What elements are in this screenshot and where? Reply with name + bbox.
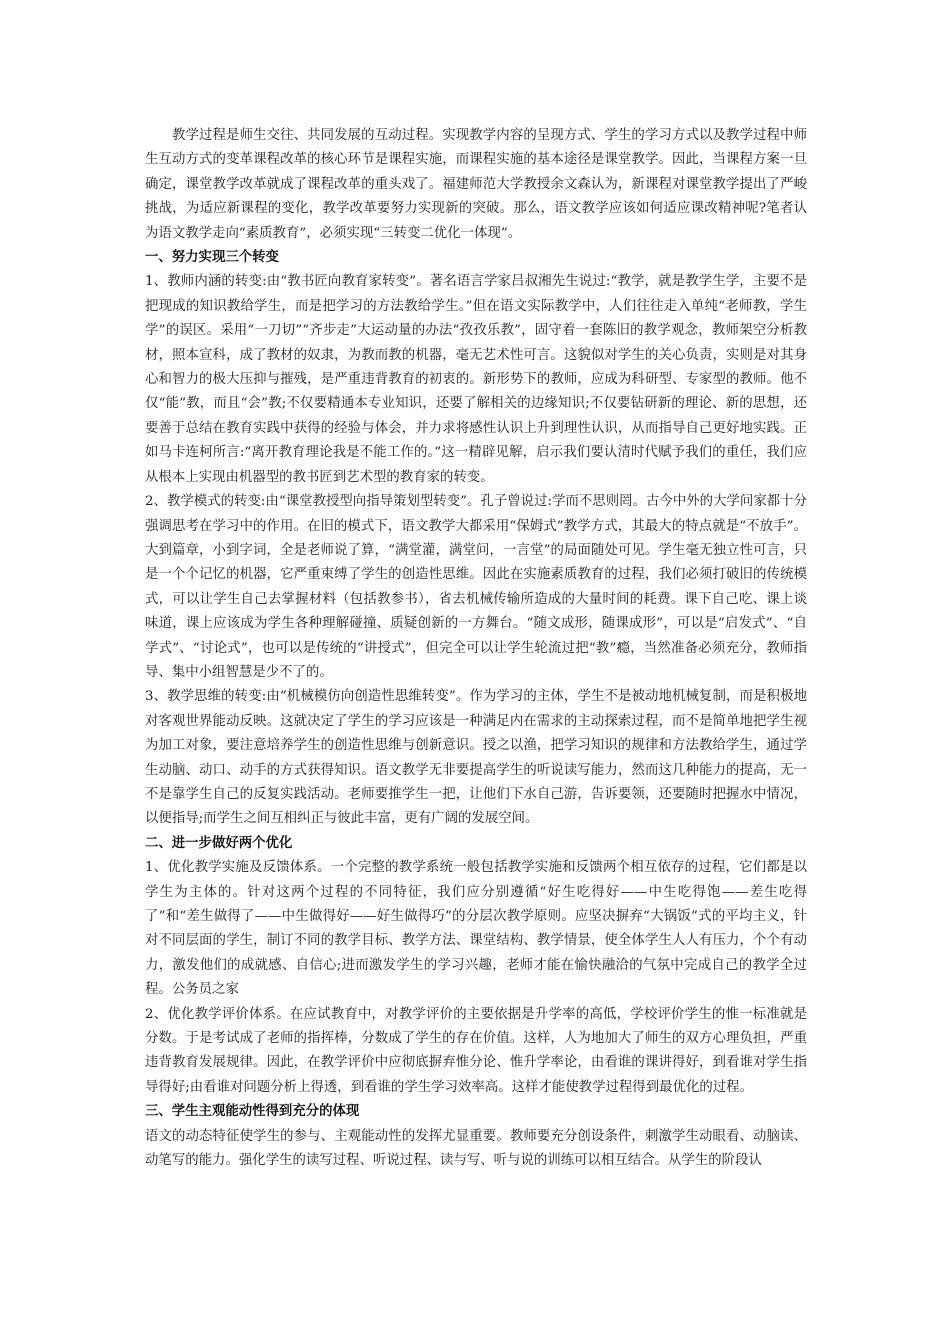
section-heading-1: 一、努力实现三个转变	[145, 250, 279, 266]
document-page	[145, 124, 807, 1173]
section-2-paragraph-2: 2、优化教学评价体系。在应试教育中，对教学评价的主要依据是升学率的高低，学校评价学生的惟一标准就是分数。于是考试成了老师的指挥棒，分数成了学生的存在价值。这样，人为地加大了师生的双方心理负担，严重违背教育发展规律。因此，在教学评价中应彻底摒弃惟分论、惟升学率论，由看谁的课讲得好，到看谁对学生指导得好;由看谁对问题分析上得透，到看谁的学生学习效率高。这样才能使教学过程得到最优化的过程。	[145, 1006, 807, 1095]
section-heading-2: 二、进一步做好两个优化	[145, 835, 293, 851]
section-2-paragraph-1: 1、优化教学实施及反馈体系。一个完整的教学系统一般包括教学实施和反馈两个相互依存的过程，它们都是以学生为主体的。针对这两个过程的不同特征，我们应分别遵循“好生吃得好——中生吃得饱——差生吃得了”和“差生做得了——中生做得好——好生做得巧”的分层次教学原则。应坚决摒弃“大锅饭”式的平均主义，针对不同层面的学生，制订不同的教学目标、教学方法、课堂结构、教学情景，使全体学生人人有压力，个个有动力，激发他们的成就感、自信心;进而激发学生的学习兴趣，老师才能在愉快融洽的气氛中完成自己的教学全过程。公务员之家	[145, 860, 807, 998]
section-3-paragraph-1: 语文的动态特征使学生的参与、主观能动性的发挥尤显重要。教师要充分创设条件，刺激学生动眼看、动脑读、动笔写的能力。强化学生的读写过程、听说过程、读与写、听与说的训练可以相互结合。从学生的阶段认	[145, 1128, 807, 1169]
section-1-paragraph-3: 3、教学思维的转变:由“机械模仿向创造性思维转变”。作为学习的主体，学生不是被动地机械复制，而是积极地对客观世界能动反映。这就决定了学生的学习应该是一种满足内在需求的主动探索过程，而不是简单地把学生视为加工对象，要注意培养学生的创造性思维与创新意识。授之以渔，把学习知识的规律和方法教给学生，通过学生动脑、动口、动手的方式获得知识。语文教学无非要提高学生的听说读写能力，然而这几种能力的提高，无一不是靠学生自己的反复实践活动。老师要推学生一把，让他们下水自己游，告诉要领，还要随时把握水中情况，以便指导;而学生之间互相纠正与彼此丰富，更有广阔的发展空间。	[145, 689, 807, 827]
section-1-paragraph-1: 1、教师内涵的转变:由“教书匠向教育家转变”。著名语言学家吕叔湘先生说过:“教学，就是教学生学，主要不是把现成的知识教给学生，而是把学习的方法教给学生。”但在语文实际教学中，人们往往走入单纯“老师教，学生学”的误区。采用“一刀切”“齐步走”大运动量的办法“孜孜乐教”，固守着一套陈旧的教学观念，教师架空分析教材，照本宣科，成了教材的奴隶，为教而教的机器，毫无艺术性可言。这貌似对学生的关心负责，实则是对其身心和智力的极大压抑与摧残，是严重违背教育的初衷的。新形势下的教师，应成为科研型、专家型的教师。他不仅“能”教，而且“会”教;不仅要精通本专业知识，还要了解相关的边缘知识;不仅要钻研新的理论、新的思想，还要善于总结在教育实践中获得的经验与体会，并力求将感性认识上升到理性认识，从而指导自己更好地实践。正如马卡连柯所言:“离开教育理论我是不能工作的。”这一精辟见解，启示我们要认清时代赋予我们的重任，我们应从根本上实现由机器型的教书匠到艺术型的教育家的转变。	[145, 274, 807, 485]
intro-paragraph: 教学过程是师生交往、共同发展的互动过程。实现教学内容的呈现方式、学生的学习方式以及教学过程中师生互动方式的变革课程改革的核心环节是课程实施，而课程实施的基本途径是课堂教学。因此，当课程方案一旦确定，课堂教学改革就成了课程改革的重头戏了。福建师范大学教授余文森认为，新课程对课堂教学提出了严峻挑战，为适应新课程的变化，教学改革要努力实现新的突破。那么，语文教学应该如何适应课改精神呢?笔者认为语文教学走向“素质教育”，必须实现“三转变二优化一体现”。	[145, 128, 807, 241]
section-heading-3: 三、学生主观能动性得到充分的体现	[145, 1104, 360, 1120]
section-1-paragraph-2: 2、教学模式的转变:由“课堂教授型向指导策划型转变”。孔子曾说过:学而不思则罔。古今中外的大学问家都十分强调思考在学习中的作用。在旧的模式下，语文教学大都采用“保姆式”教学方式，其最大的特点就是“不放手”。大到篇章，小到字词，全是老师说了算，“满堂灌，满堂问，一言堂”的局面随处可见。学生毫无独立性可言，只是一个个记忆的机器，它严重束缚了学生的创造性思维。因此在实施素质教育的过程，我们必须打破旧的传统模式，可以让学生自己去掌握材料（包括教参书），省去机械传输所造成的大量时间的耗费。课下自己吃、课上谈味道，课上应该成为学生各种理解碰撞、质疑创新的一方舞台。“随文成形，随课成形”，可以是“启发式”、“自学式”、“讨论式”，也可以是传统的“讲授式”，但完全可以让学生轮流过把“教”瘾，当然准备必须充分，教师指导、集中小组智慧是少不了的。	[145, 494, 807, 680]
